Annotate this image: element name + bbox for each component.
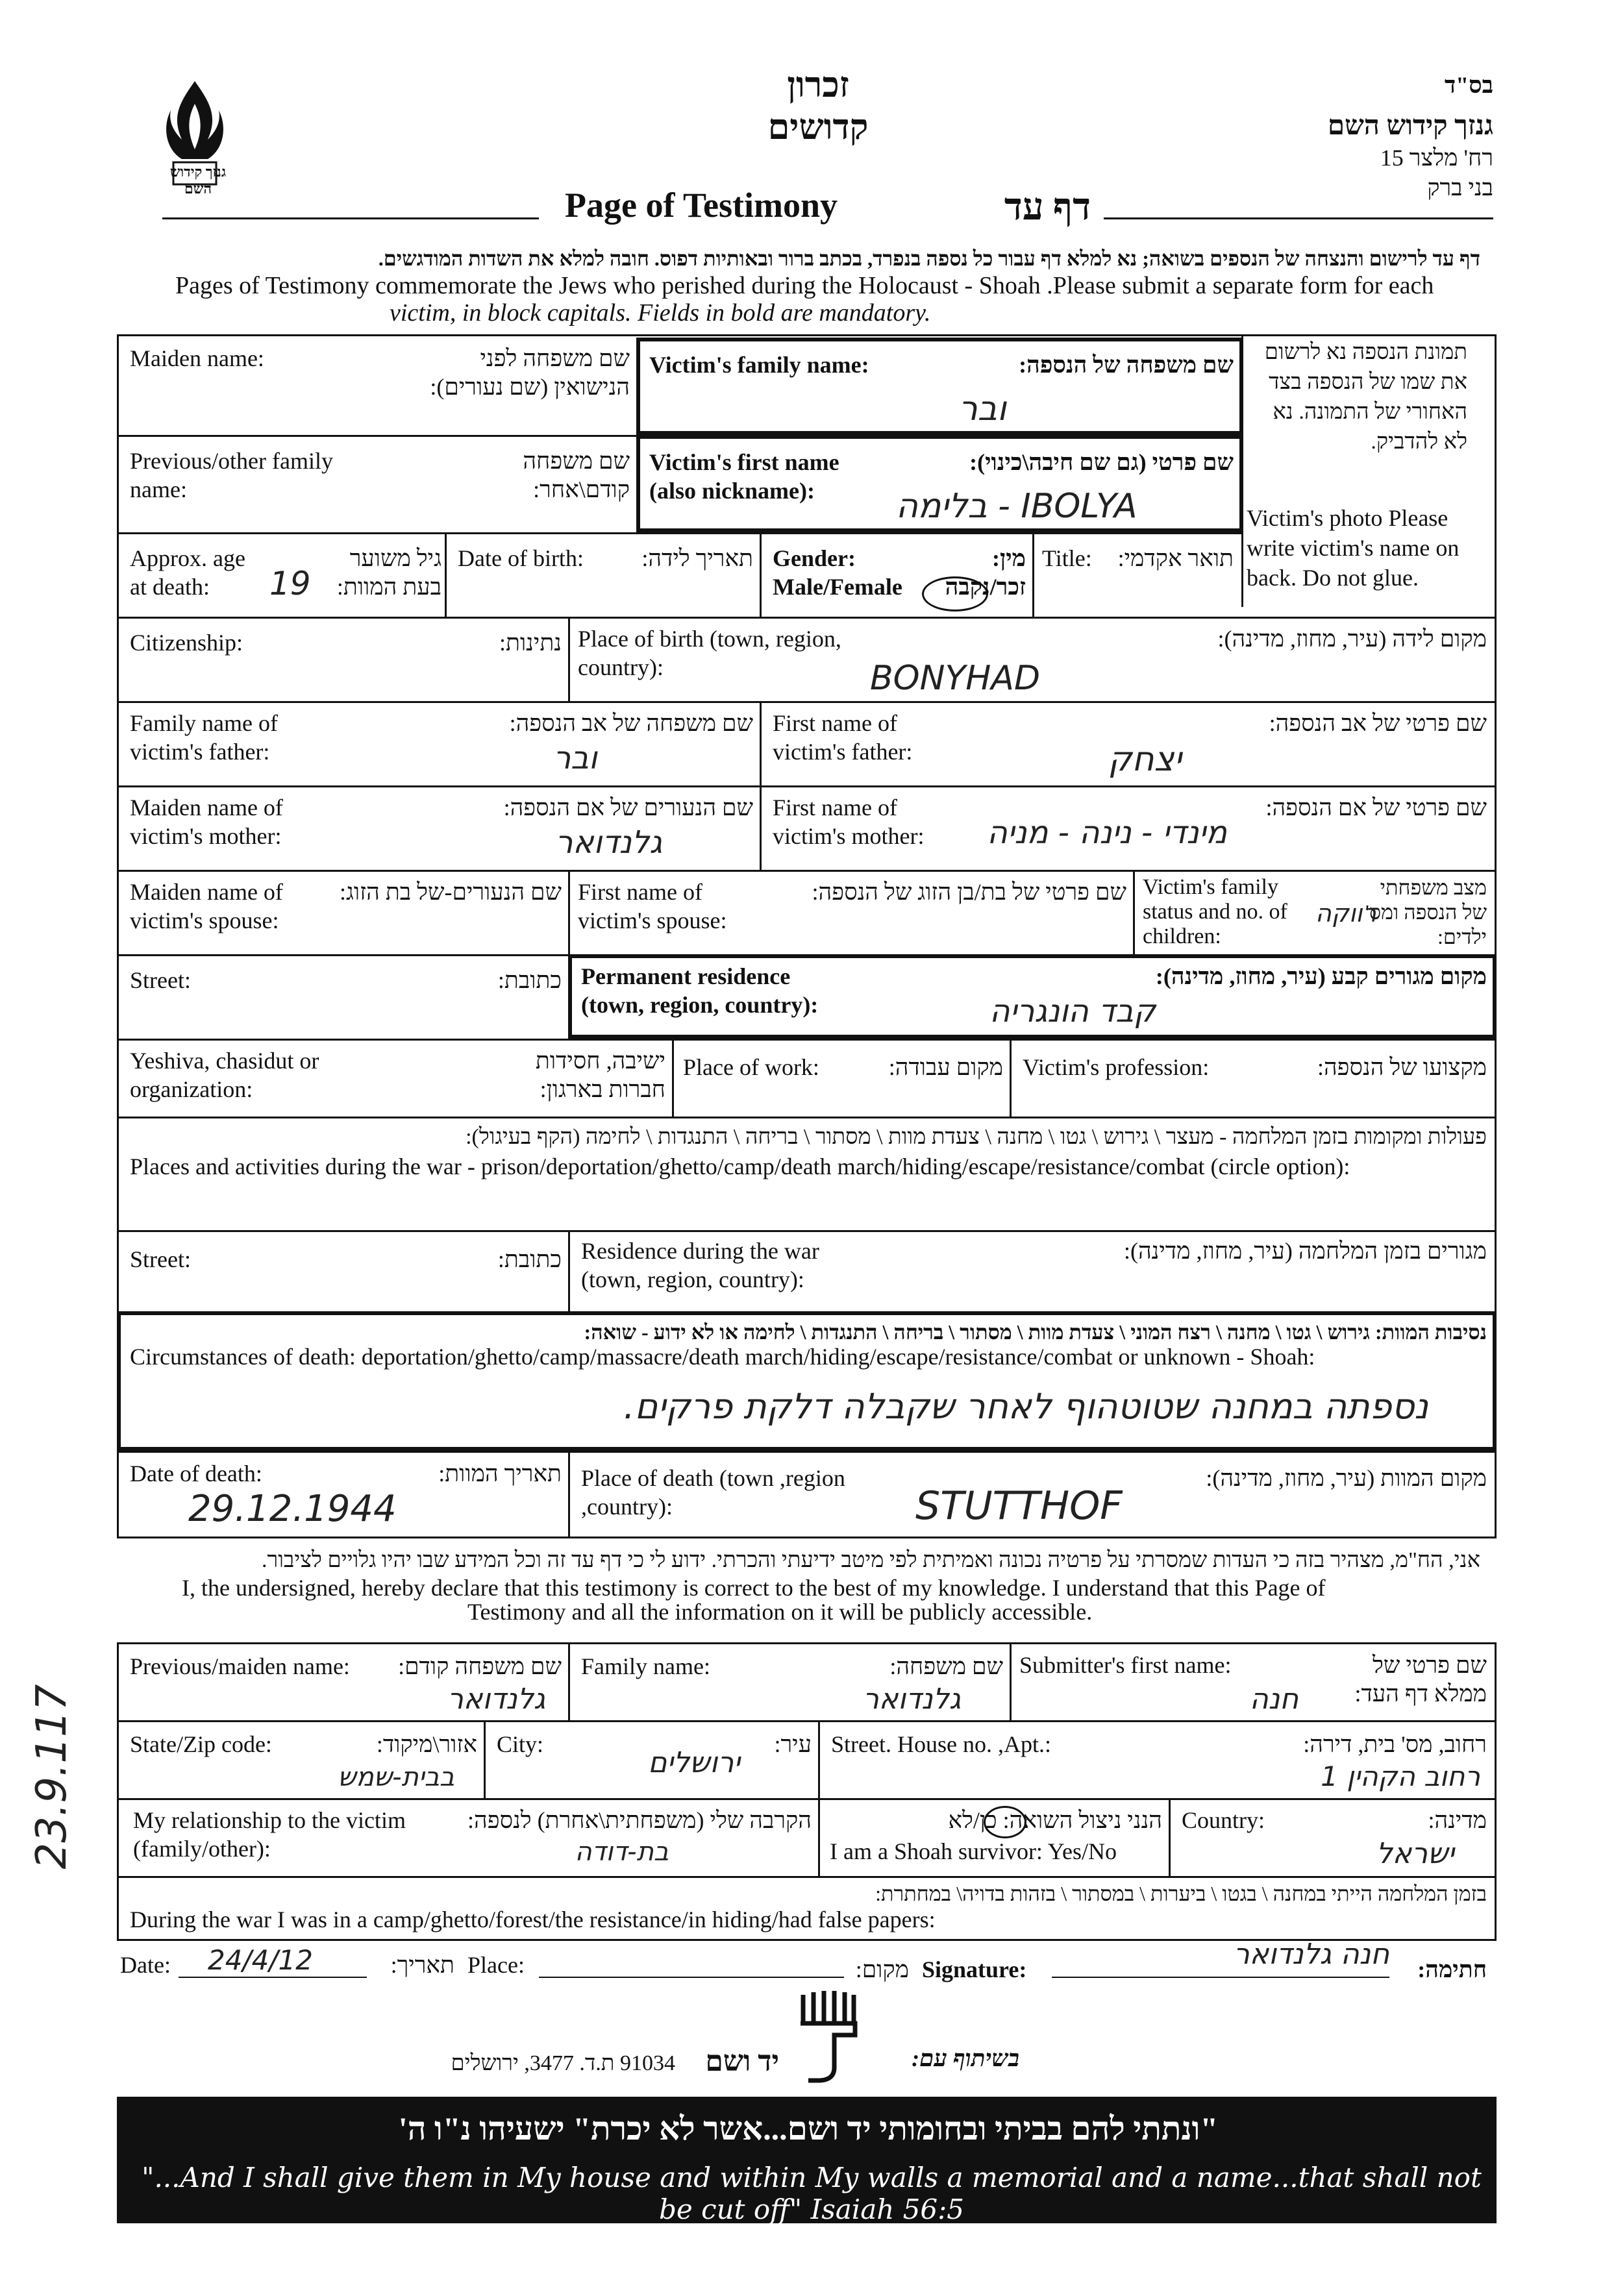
spouse-divider bbox=[568, 870, 570, 954]
gender-circle[interactable] bbox=[922, 576, 988, 611]
pod-label-en: Place of death (town ,region ,country): bbox=[581, 1465, 845, 1520]
work-label-he: מקום עבודה: bbox=[888, 1054, 1003, 1080]
intro-en-1: Pages of Testimony commemorate the Jews who perished during the Holocaust - Shoah .Please submit a separate form for each bbox=[175, 272, 1434, 299]
org-address-1: רח' מלצר 15 bbox=[1380, 145, 1493, 171]
gender-label-en: Gender: Male/Female bbox=[773, 545, 902, 600]
zip-label-he: אזור\מיקוד: bbox=[376, 1731, 477, 1757]
date-label-he: תאריך: bbox=[390, 1952, 454, 1978]
org-name-he: גנזך קידוש השם bbox=[1327, 111, 1493, 141]
relation-label-en: My relationship to the victim (family/other): bbox=[133, 1807, 406, 1862]
sub-first-label-he: שם פרטי של ממלא דף העד: bbox=[1354, 1652, 1487, 1707]
city-label-en: City: bbox=[497, 1731, 544, 1757]
perm-label-en: Permanent residence (town, region, country): bbox=[581, 963, 819, 1018]
perm-label-he: מקום מגורים קבע (עיר, מחוז, מדינה): bbox=[1155, 963, 1487, 989]
survivor-circle[interactable] bbox=[984, 1806, 1026, 1838]
title-rule-left bbox=[162, 217, 539, 219]
age-label-en: Approx. age at death: bbox=[130, 545, 245, 600]
dob-label-he: תאריך לידה: bbox=[641, 545, 753, 571]
signature-label-he: חתימה: bbox=[1417, 1957, 1487, 1982]
gender-label-he: מין: זכר/נקבה bbox=[945, 545, 1026, 600]
age-label-he: גיל משוער בעת המוות: bbox=[336, 545, 441, 600]
photo-note-en: Victim's photo Please write victim's name on back. Do not glue. bbox=[1247, 505, 1460, 591]
citizenship-label-he: נתינות: bbox=[499, 630, 562, 656]
street-sub-value[interactable]: רחוב הקהין 1 bbox=[1321, 1760, 1480, 1792]
war-label-en: During the war I was in a camp/ghetto/forest/the resistance/in hiding/had false papers: bbox=[130, 1907, 936, 1932]
yad-vashem-address: 91034 ת.ד. 3477, ירושלים bbox=[451, 2051, 675, 2075]
street-sub-label-he: רחוב, מס' בית, דירה: bbox=[1303, 1731, 1487, 1757]
row1-rule bbox=[117, 435, 636, 437]
sub-row2-rule bbox=[117, 1798, 1497, 1800]
date-line bbox=[179, 1977, 367, 1978]
dod-label-he: תאריך המוות: bbox=[438, 1461, 562, 1487]
street-sub-label-en: Street. House no. ,Apt.: bbox=[831, 1731, 1051, 1757]
country-label-en: Country: bbox=[1182, 1807, 1265, 1833]
row5-rule bbox=[117, 785, 1497, 787]
spouse-maiden-label-en: Maiden name of victim's spouse: bbox=[130, 879, 283, 933]
dob-label-en: Date of birth: bbox=[458, 545, 584, 571]
family-value[interactable]: ובר bbox=[958, 389, 1006, 428]
bsd-mark: בס"ד bbox=[1444, 72, 1493, 98]
photo-divider bbox=[1241, 334, 1243, 607]
row8-rule bbox=[117, 1039, 1497, 1041]
sub-fam-value[interactable]: גלנדואר bbox=[862, 1683, 961, 1716]
pob-label-en: Place of birth (town, region, country): bbox=[578, 626, 841, 680]
declaration-en-2: Testimony and all the information on it will be publicly accessible. bbox=[467, 1599, 1093, 1625]
city-value[interactable]: ירושלים bbox=[648, 1746, 740, 1779]
family-label-he: שם משפחה של הנספה: bbox=[1019, 352, 1234, 378]
zip-label-en: State/Zip code: bbox=[130, 1731, 272, 1757]
yad-vashem-name: יד ושם bbox=[705, 2045, 779, 2077]
banner-quote-he: "ונתתי להם בביתי ובחומותי יד ושם...אשר לא יכרת" ישעיהו נ"ו ה' bbox=[398, 2110, 1219, 2147]
work-divider bbox=[1010, 1039, 1012, 1117]
sub-fam-label-he: שם משפחה: bbox=[889, 1653, 1003, 1679]
pod-label-he: מקום המוות (עיר, מחוז, מדינה): bbox=[1206, 1465, 1487, 1491]
header-zikaron: זכרון bbox=[787, 66, 849, 105]
survivor-label-he: הנני ניצול השואה: כן/לא bbox=[948, 1807, 1162, 1833]
street-label-en: Street: bbox=[130, 967, 191, 993]
place-line bbox=[539, 1977, 844, 1978]
intro-he: דף עד לרישום והנצחה של הנספים בשואה; נא למלא דף עבור כל נספה בנפרד, בכתב ברור ובאותיות דפוס. חובה למלא את השדות המודגשים. bbox=[378, 247, 1480, 270]
place-label-he: מקום: bbox=[855, 1957, 909, 1982]
war-label-he: בזמן המלחמה הייתי במחנה \ בגטו \ ביערות \ במסתור \ בזהות בדויה\ במחתרת: bbox=[875, 1882, 1487, 1905]
father-first-value[interactable]: יצחק bbox=[1108, 740, 1182, 779]
citizenship-label-en: Citizenship: bbox=[130, 630, 243, 656]
street-label-he: כתובת: bbox=[497, 967, 562, 993]
sub-div-4 bbox=[818, 1720, 820, 1798]
gender-divider bbox=[1032, 532, 1034, 617]
sub-prev-label-en: Previous/maiden name: bbox=[130, 1653, 350, 1679]
page-title-he: דף עד bbox=[1004, 186, 1091, 228]
places-label-en: Places and activities during the war - prison/deportation/ghetto/camp/death march/hiding/escape/resistance/combat (circle option): bbox=[130, 1154, 1350, 1179]
age-divider bbox=[445, 532, 447, 617]
mother-first-label-he: שם פרטי של אם הנספה: bbox=[1265, 795, 1487, 821]
family-label-en: Victim's family name: bbox=[649, 352, 869, 378]
row10-rule bbox=[117, 1230, 1497, 1232]
relation-value[interactable]: בת-דודה bbox=[575, 1837, 669, 1867]
cooperation-label: בשיתוף עם: bbox=[912, 2045, 1019, 2071]
father-first-label-en: First name of victim's father: bbox=[773, 710, 913, 765]
sub-prev-label-he: שם משפחה קודם: bbox=[398, 1653, 562, 1679]
status-value[interactable]: רווקה bbox=[1315, 899, 1376, 928]
city-label-he: עיר: bbox=[774, 1731, 812, 1757]
row9-rule bbox=[117, 1117, 1497, 1118]
row4-rule bbox=[117, 701, 1497, 703]
circ-label-en: Circumstances of death: deportation/ghetto/camp/massacre/death march/hiding/escape/resistance/combat or unknown - Shoah: bbox=[130, 1344, 1315, 1370]
father-fam-label-en: Family name of victim's father: bbox=[130, 710, 278, 765]
father-first-label-he: שם פרטי של אב הנספה: bbox=[1269, 710, 1487, 736]
yad-vashem-logo-icon bbox=[795, 1990, 860, 2087]
pob-value[interactable]: BONYHAD bbox=[870, 659, 1040, 698]
org-address-2: בני ברק bbox=[1427, 175, 1493, 201]
margin-number: 23.9.117 bbox=[28, 1684, 76, 1870]
declaration-he: אני, הח"מ, מצהיר בזה כי העדות שמסרתי על פרטיה נכונה ואמיתית לפי מיטב ידיעתי והכרתי. ידוע לי כי דף עד זה וכל המידע שבו יהיו גלויים לציבור. bbox=[262, 1548, 1480, 1572]
wartime-label-en: Residence during the war (town, region, country): bbox=[581, 1238, 819, 1292]
spouse-first-label-he: שם פרטי של בת/בן הזוג של הנספה: bbox=[812, 879, 1126, 905]
signature-line bbox=[1052, 1977, 1389, 1978]
mother-maiden-label-he: שם הנעורים של אם הנספה: bbox=[503, 795, 753, 821]
sub-first-value[interactable]: חנה bbox=[1249, 1683, 1299, 1716]
sub-div-2 bbox=[1010, 1642, 1012, 1720]
intro-en-2: victim, in block capitals. Fields in bold are mandatory. bbox=[390, 299, 931, 327]
pod-value[interactable]: STUTTHOF bbox=[915, 1483, 1123, 1529]
title-rule-right bbox=[1104, 217, 1493, 219]
country-label-he: מדינה: bbox=[1428, 1807, 1487, 1833]
sub-div-6 bbox=[1169, 1798, 1171, 1876]
relation-label-he: הקרבה שלי (משפחתית\אחרת) לנספה: bbox=[467, 1807, 812, 1833]
yeshiva-label-he: ישיבה, חסידות חברות בארגון: bbox=[535, 1048, 665, 1102]
status-label-he: מצב משפחתי של הנספה ומס' ילדים: bbox=[1365, 876, 1487, 948]
father-fam-label-he: שם משפחה של אב הנספה: bbox=[509, 710, 753, 736]
photo-note-he: תמונת הנספה נא לרשום את שמו של הנספה בצד האחורי של התמונה. נא לא להדביק. bbox=[1264, 340, 1467, 454]
first-name-label-he: שם פרטי (גם שם חיבה\כינוי): bbox=[969, 449, 1234, 475]
death-divider bbox=[568, 1451, 570, 1538]
mother-maiden-value[interactable]: גלנדואר bbox=[555, 824, 662, 861]
banner-quote-en: "...And I shall give them in My house and within My walls a memorial and a name...that shall not be cut off" Isaiah 56:5 bbox=[142, 2162, 1482, 2225]
place-label-en: Place: bbox=[467, 1952, 525, 1978]
status-label-en: Victim's family status and no. of children: bbox=[1143, 875, 1287, 948]
sub-row1-rule bbox=[117, 1720, 1497, 1722]
spouse-first-label-en: First name of victim's spouse: bbox=[578, 879, 727, 933]
sub-div-1 bbox=[568, 1642, 570, 1720]
profession-label-en: Victim's profession: bbox=[1023, 1054, 1210, 1080]
maiden-label-he: שם משפחה לפני הנישואין (שם נעורים): bbox=[430, 345, 630, 400]
title-label-he: תואר אקדמי: bbox=[1117, 545, 1234, 571]
logo-caption: גנזך קידוש השם bbox=[169, 164, 227, 197]
prev-family-label-en: Previous/other family name: bbox=[130, 448, 333, 502]
places-label-he: פעולות ומקומות בזמן המלחמה - מעצר \ גירוש \ גטו \ מחנה \ צעדת מוות \ מסתור \ בריחה \ התנגדות \ לחימה (הקף בעיגול): bbox=[466, 1125, 1487, 1149]
mother-first-label-en: First name of victim's mother: bbox=[773, 795, 925, 849]
sub-row3-rule bbox=[117, 1876, 1497, 1878]
date-label-en: Date: bbox=[120, 1952, 171, 1978]
dod-label-en: Date of death: bbox=[130, 1461, 262, 1487]
sub-div-3 bbox=[484, 1720, 486, 1798]
work-label-en: Place of work: bbox=[683, 1054, 819, 1080]
row6-rule bbox=[117, 870, 1497, 872]
perm-value[interactable]: קבד הונגריה bbox=[989, 993, 1156, 1030]
mother-first-value[interactable]: מינדי - נינה - מניה bbox=[987, 815, 1227, 851]
sub-fam-label-en: Family name: bbox=[581, 1653, 710, 1679]
street2-label-he: כתובת: bbox=[497, 1246, 562, 1272]
yeshiva-label-en: Yeshiva, chasidut or organization: bbox=[130, 1048, 319, 1102]
wartime-divider bbox=[568, 1230, 570, 1315]
yeshiva-divider bbox=[672, 1039, 674, 1117]
first-name-label-en: Victim's first name (also nickname): bbox=[649, 449, 839, 504]
sub-div-5 bbox=[818, 1798, 820, 1876]
dod-value[interactable]: 29.12.1944 bbox=[188, 1488, 397, 1530]
profession-label-he: מקצועו של הנספה: bbox=[1317, 1054, 1487, 1080]
sub-prev-value[interactable]: גלנדואר bbox=[447, 1683, 545, 1716]
first-name-value[interactable]: בלימה - IBOLYA bbox=[896, 487, 1137, 526]
dob-divider bbox=[760, 532, 762, 617]
row2-rule bbox=[117, 532, 1243, 534]
mother-maiden-label-en: Maiden name of victim's mother: bbox=[130, 795, 283, 849]
status-divider bbox=[1133, 870, 1135, 954]
row3-rule bbox=[117, 617, 1497, 619]
page-title-en: Page of Testimony bbox=[565, 186, 838, 225]
circ-label-he: נסיבות המוות: גירוש \ גטו \ מחנה \ רצח המוני \ צעדת מוות \ מסתור \ בריחה \ התנגדות \ לחימה או לא ידוע - שואה: bbox=[584, 1320, 1487, 1344]
prev-family-label-he: שם משפחה קודם\אחר: bbox=[523, 448, 630, 502]
maiden-label-en: Maiden name: bbox=[130, 345, 264, 371]
wartime-label-he: מגורים בזמן המלחמה (עיר, מחוז, מדינה): bbox=[1123, 1238, 1487, 1264]
date-value[interactable]: 24/4/12 bbox=[208, 1944, 313, 1976]
country-value[interactable]: ישראל bbox=[1376, 1837, 1454, 1870]
pob-label-he: מקום לידה (עיר, מחוז, מדינה): bbox=[1217, 626, 1487, 652]
father-fam-value[interactable]: ובר bbox=[553, 740, 597, 776]
age-value[interactable]: 19 bbox=[269, 565, 311, 602]
signature-label-en: Signature: bbox=[922, 1957, 1027, 1982]
survivor-label-en: I am a Shoah survivor: Yes/No bbox=[830, 1838, 1117, 1864]
sub-first-label-en: Submitter's first name: bbox=[1019, 1652, 1232, 1678]
zip-value[interactable]: בבית-שמש bbox=[338, 1762, 454, 1792]
declaration-en-1: I, the undersigned, hereby declare that this testimony is correct to the best of my knowledge. I understand that this Page of bbox=[182, 1575, 1326, 1601]
spouse-maiden-label-he: שם הנעורים-של בת הזוג: bbox=[340, 879, 562, 905]
circ-value[interactable]: נספתה במחנה שטוטהוף לאחר שקבלה דלקת פרקים. bbox=[623, 1386, 1428, 1427]
signature-value[interactable]: חנה גלנדואר bbox=[1233, 1938, 1389, 1971]
street2-label-en: Street: bbox=[130, 1246, 191, 1272]
title-label-en: Title: bbox=[1042, 545, 1092, 571]
header-kedoshim: קדושים bbox=[767, 108, 869, 147]
cit-divider bbox=[568, 617, 570, 701]
